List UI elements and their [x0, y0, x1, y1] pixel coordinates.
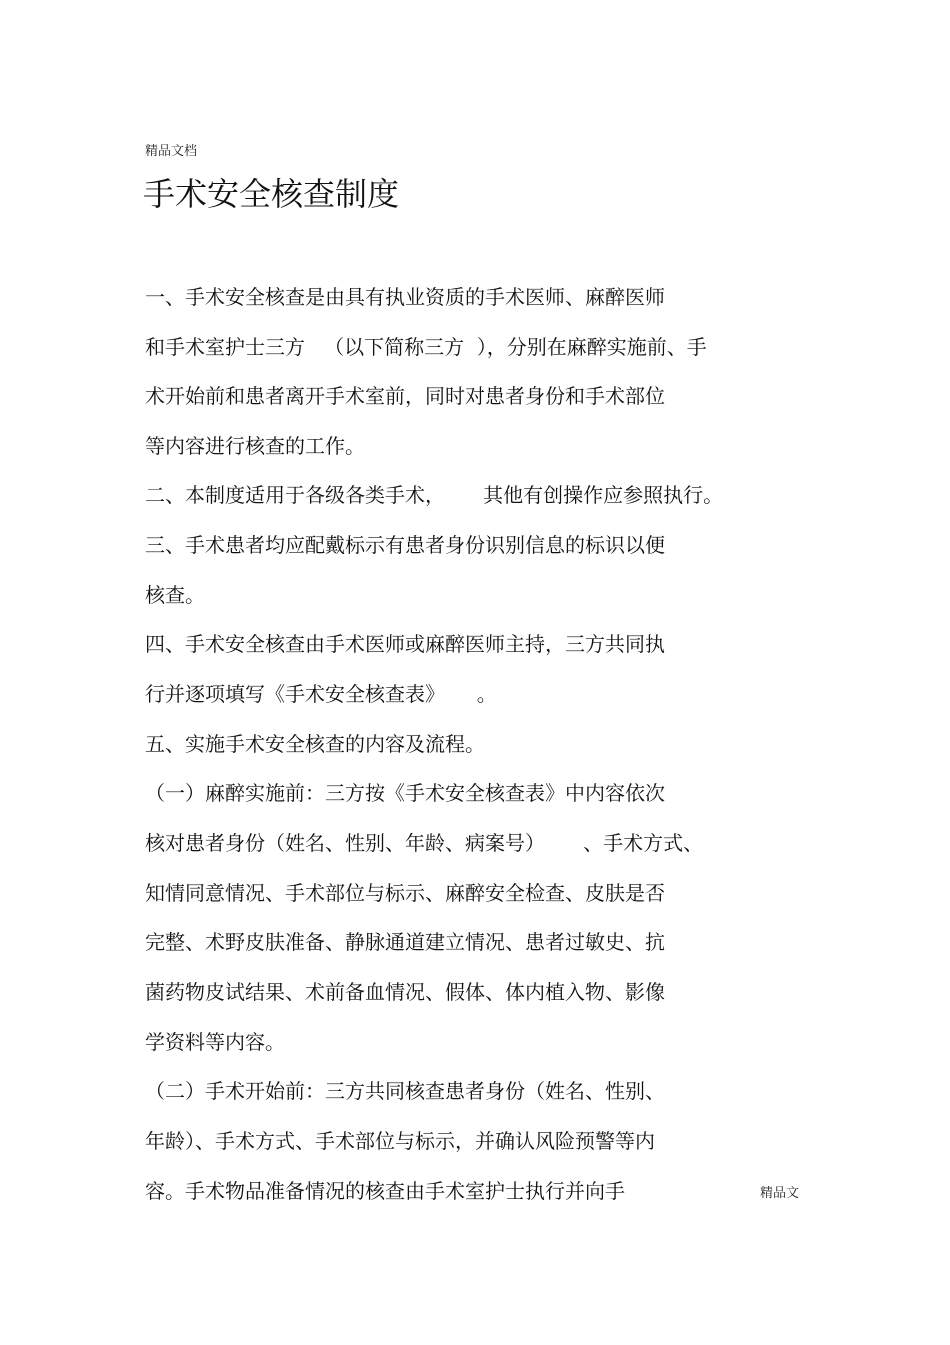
- body-line-9: 行并逐项填写《手术安全核查表》 。: [145, 682, 497, 706]
- body-line-5: 二、本制度适用于各级各类手术， 其他有创操作应参照执行。: [145, 483, 724, 507]
- body-line-6: 三、手术患者均应配戴标示有患者身份识别信息的标识以便: [145, 533, 665, 557]
- body-line-7: 核查。: [145, 583, 205, 607]
- body-line-18: 年龄）、手术方式、手术部位与标示，并确认风险预警等内: [145, 1129, 655, 1153]
- body-line-12: 核对患者身份（姓名、性别、年龄、病案号） 、手术方式、: [145, 831, 704, 855]
- body-line-15: 菌药物皮试结果、术前备血情况、假体、体内植入物、影像: [145, 980, 665, 1004]
- body-line-4: 等内容进行核查的工作。: [145, 434, 365, 458]
- body-line-1: 一、手术安全核查是由具有执业资质的手术医师、麻醉医师: [145, 285, 665, 309]
- header-label: 精品文档: [145, 144, 198, 159]
- body-line-14: 完整、术野皮肤准备、静脉通道建立情况、患者过敏史、抗: [145, 930, 665, 954]
- footer-label: 精品文: [760, 1186, 800, 1201]
- body-line-8: 四、手术安全核查由手术医师或麻醉医师主持，三方共同执: [145, 632, 665, 656]
- body-line-13: 知情同意情况、手术部位与标示、麻醉安全检查、皮肤是否: [145, 881, 665, 905]
- body-line-17: （二）手术开始前：三方共同核查患者身份（姓名、性别、: [145, 1079, 665, 1103]
- body-line-19: 容。手术物品准备情况的核查由手术室护士执行并向手: [145, 1179, 625, 1203]
- body-line-16: 学资料等内容。: [145, 1030, 285, 1054]
- body-line-10: 五、实施手术安全核查的内容及流程。: [145, 732, 485, 756]
- document-title: 手术安全核查制度: [143, 175, 400, 213]
- body-line-11: （一）麻醉实施前：三方按《手术安全核查表》中内容依次: [145, 781, 665, 805]
- body-line-3: 术开始前和患者离开手术室前，同时对患者身份和手术部位: [145, 384, 665, 408]
- body-line-2: 和手术室护士三方 （以下简称三方 ），分别在麻醉实施前、手: [145, 335, 707, 359]
